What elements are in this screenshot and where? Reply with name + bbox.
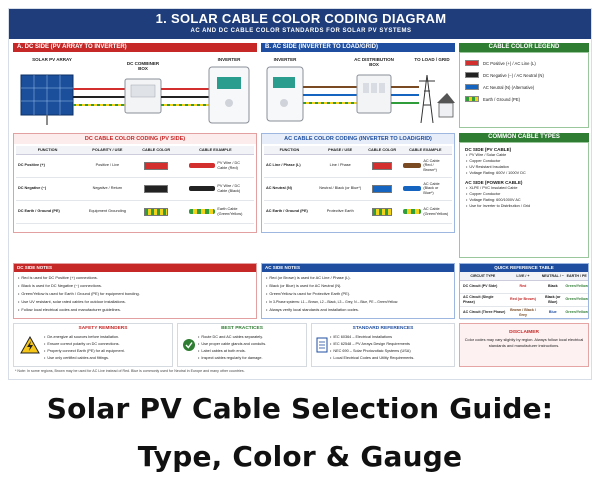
- dc-color-table-panel: [13, 133, 257, 233]
- ac-notes-panel: [261, 263, 455, 319]
- list-item: • Black (or Blue) is used for AC Neutral (N).: [266, 282, 450, 290]
- poster-title: 1. SOLAR CABLE COLOR CODING DIAGRAM: [155, 11, 447, 26]
- dc-color-table: [16, 146, 254, 224]
- color-swatch: [144, 208, 168, 216]
- quick-reference-panel: [459, 263, 589, 319]
- list-item: • IEC 60364 – Electrical Installations: [330, 334, 450, 341]
- list-item: • Label cables at both ends.: [198, 348, 302, 355]
- column-header: EARTH / PE: [565, 272, 588, 280]
- color-swatch: [372, 208, 392, 216]
- ac-color-table-panel: [261, 133, 455, 233]
- list-item: • Copper Conductor: [466, 191, 588, 197]
- table-row: DC Earth / Ground (PE) Equipment Grounding Earth Cable (Green/Yellow): [16, 200, 254, 223]
- quick-reference-title: QUICK REFERENCE TABLE: [460, 264, 588, 272]
- list-item: • Use UV resistant, solar rated cables for outdoor installations.: [18, 298, 252, 306]
- disclaimer-card: [459, 323, 589, 367]
- list-item: • Use proper cable glands and conduits.: [198, 341, 302, 348]
- table-row: AC Circuit (Single Phase) Red (or Brown) Black (or Blue) Green/Yellow: [460, 293, 588, 306]
- column-header: LIVE / +: [506, 272, 540, 280]
- list-item: • Black is used for DC Negative (−) connections.: [18, 282, 252, 290]
- list-item: • PV Wire / Solar Cable: [466, 152, 588, 158]
- ac-distribution-box-icon: [357, 75, 391, 113]
- warning-icon: [20, 336, 40, 354]
- cable-icon: [189, 209, 215, 214]
- table-row: AC Circuit (Three Phase) Brown / Black / Grey Blue Green/Yellow: [460, 306, 588, 319]
- list-item: • Copper Conductor: [466, 158, 588, 164]
- cable-types-header: COMMON CABLE TYPES: [459, 133, 589, 142]
- list-item: • Use only certified cables and fittings.: [44, 355, 168, 362]
- poster-subtitle: AC AND DC CABLE COLOR STANDARDS FOR SOLAR PV SYSTEMS: [190, 28, 412, 34]
- cable-color-legend: [459, 52, 589, 128]
- document-icon: [316, 337, 328, 353]
- safety-title: SAFETY REMINDERS: [78, 326, 128, 331]
- list-item: • Voltage Rating: 600/1000V AC: [466, 197, 588, 203]
- list-item: • XLPE / PVC Insulated Cable: [466, 185, 588, 191]
- list-item: • NEC 690 – Solar Photovoltaic Systems (USA): [330, 348, 450, 355]
- ac-load-label: TO LOAD / GRID: [414, 57, 450, 62]
- list-item: • Green/Yellow is used for Protective Earth (PE).: [266, 290, 450, 298]
- column-header: FUNCTION: [16, 146, 79, 154]
- color-swatch: [144, 162, 168, 170]
- legend-item: DC Positive (+) / AC Line (L): [460, 57, 588, 69]
- column-header: PHASE / USE: [315, 146, 366, 154]
- dc-inverter-label: INVERTER: [217, 57, 241, 62]
- cable-types-panel: [459, 142, 589, 258]
- dc-table-title: DC CABLE COLOR CODING (PV SIDE): [14, 134, 256, 144]
- list-item: • Voltage Rating: 600V / 1000V DC: [466, 170, 588, 176]
- list-item: • Red is used for DC Positive (+) connections.: [18, 274, 252, 282]
- legend-item: Earth / Ground (PE): [460, 93, 588, 105]
- best-practices-card: [177, 323, 307, 367]
- ac-inverter-label: INVERTER: [273, 57, 297, 62]
- column-header: CABLE EXAMPLE: [399, 146, 452, 154]
- column-header: POLARITY / USE: [79, 146, 135, 154]
- table-row: DC Positive (+) Positive / Live PV Wire / DC Cable (Red): [16, 154, 254, 177]
- ac-notes-title: AC SIDE NOTES: [262, 264, 454, 272]
- list-item: • Ensure correct polarity on DC connections.: [44, 341, 168, 348]
- standard-references-card: [311, 323, 455, 367]
- cable-icon: [403, 209, 421, 214]
- checkmark-icon: [182, 338, 196, 352]
- list-item: • Green/Yellow is used for Earth / Ground (PE) for equipment bonding.: [18, 290, 252, 298]
- house-icon: [437, 93, 455, 117]
- column-header: CABLE EXAMPLE: [177, 146, 254, 154]
- legend-item: DC Negative (−) / AC Neutral (N): [460, 69, 588, 81]
- poster-footnote: * Note: In some regions, Brown may be used for AC Live instead of Red. Blue is commonly used for Neutral in Europe and many other countries.: [15, 369, 245, 373]
- table-row: DC Negative (−) Negative / Return PV Wire / DC Cable (Black): [16, 177, 254, 200]
- inverter-icon: [209, 67, 249, 123]
- transmission-tower-icon: [419, 75, 435, 123]
- color-swatch: [144, 185, 168, 193]
- quick-reference-table: [460, 272, 588, 320]
- ac-cable-type-title: AC SIDE (POWER CABLE): [465, 180, 523, 185]
- ac-color-table: [264, 146, 452, 224]
- dc-notes-panel: [13, 263, 257, 319]
- caption-line-1: Solar PV Cable Selection Guide:: [46, 392, 554, 425]
- disclaimer-text: Color codes may vary slightly by region. Always follow local electrical standards and manufacturer instructions.: [464, 337, 584, 348]
- list-item: • Local Electrical Codes and Utility Requirements.: [330, 355, 450, 362]
- dc-cable-type-title: DC SIDE (PV CABLE): [465, 147, 512, 152]
- list-item: • Route DC and AC cables separately.: [198, 334, 302, 341]
- standards-title: STANDARD REFERENCES: [352, 326, 414, 331]
- cable-icon: [189, 186, 215, 191]
- safety-reminders-card: [13, 323, 173, 367]
- poster-title-bar: [9, 9, 592, 39]
- solar-panel-icon: [21, 75, 73, 125]
- disclaimer-title: DISCLAIMER: [509, 330, 539, 335]
- column-header: FUNCTION: [264, 146, 315, 154]
- dc-section-header: A. DC SIDE (PV ARRAY TO INVERTER): [13, 43, 257, 52]
- combiner-box-icon: [125, 79, 161, 113]
- list-item: • Properly connect Earth (PE) for all equipment.: [44, 348, 168, 355]
- list-item: • Red (or Brown) is used for AC Line / Phase (L).: [266, 274, 450, 282]
- list-item: • In 3-Phase systems: L1 – Brown, L2 – Black, L3 – Grey, N – Blue, PE – Green/Yellow.: [266, 298, 450, 306]
- inverter-icon: [267, 67, 303, 121]
- list-item: • Inspect cables regularly for damage.: [198, 355, 302, 362]
- dc-combiner-label: DC COMBINER BOX: [126, 61, 160, 71]
- color-coding-poster: [8, 8, 592, 380]
- ac-section-header: B. AC SIDE (INVERTER TO LOAD/GRID): [261, 43, 455, 52]
- table-row: DC Circuit (PV Side) Red Black Green/Yellow: [460, 280, 588, 293]
- list-item: • De-energize all sources before installation.: [44, 334, 168, 341]
- table-row: AC Earth / Ground (PE) Protective Earth AC Cable (Green/Yellow): [264, 200, 452, 223]
- table-row: AC Neutral (N) Neutral / Black (or Blue*) AC Cable (Black or Blue*): [264, 177, 452, 200]
- table-row: AC Line / Phase (L) Line / Phase AC Cable (Red / Brown*): [264, 154, 452, 177]
- ac-distribution-label: AC DISTRIBUTION BOX: [354, 57, 394, 67]
- dc-notes-title: DC SIDE NOTES: [14, 264, 256, 272]
- list-item: • IEC 62548 – PV Arrays Design Requirements: [330, 341, 450, 348]
- list-item: • UV Resistant Insulation: [466, 164, 588, 170]
- column-header: CIRCUIT TYPE: [460, 272, 506, 280]
- legend-header: CABLE COLOR LEGEND: [459, 43, 589, 52]
- list-item: • Follow local electrical codes and manufacturer guidelines.: [18, 306, 252, 314]
- color-swatch: [372, 162, 392, 170]
- column-header: CABLE COLOR: [136, 146, 177, 154]
- cable-icon: [403, 163, 421, 168]
- list-item: • Always verify local standards and installation codes.: [266, 306, 450, 314]
- best-practices-title: BEST PRACTICES: [221, 326, 263, 331]
- column-header: NEUTRAL / −: [540, 272, 565, 280]
- cable-icon: [189, 163, 215, 168]
- cable-icon: [403, 186, 421, 191]
- dc-array-label: SOLAR PV ARRAY: [32, 57, 72, 62]
- legend-item: AC Neutral (N) (Alternative): [460, 81, 588, 93]
- color-swatch: [372, 185, 392, 193]
- ac-table-title: AC CABLE COLOR CODING (INVERTER TO LOAD/GRID): [262, 134, 454, 144]
- column-header: CABLE COLOR: [366, 146, 399, 154]
- list-item: • Use for Inverter to Distribution / Grid: [466, 203, 588, 209]
- caption-line-2: Type, Color & Gauge: [137, 440, 463, 473]
